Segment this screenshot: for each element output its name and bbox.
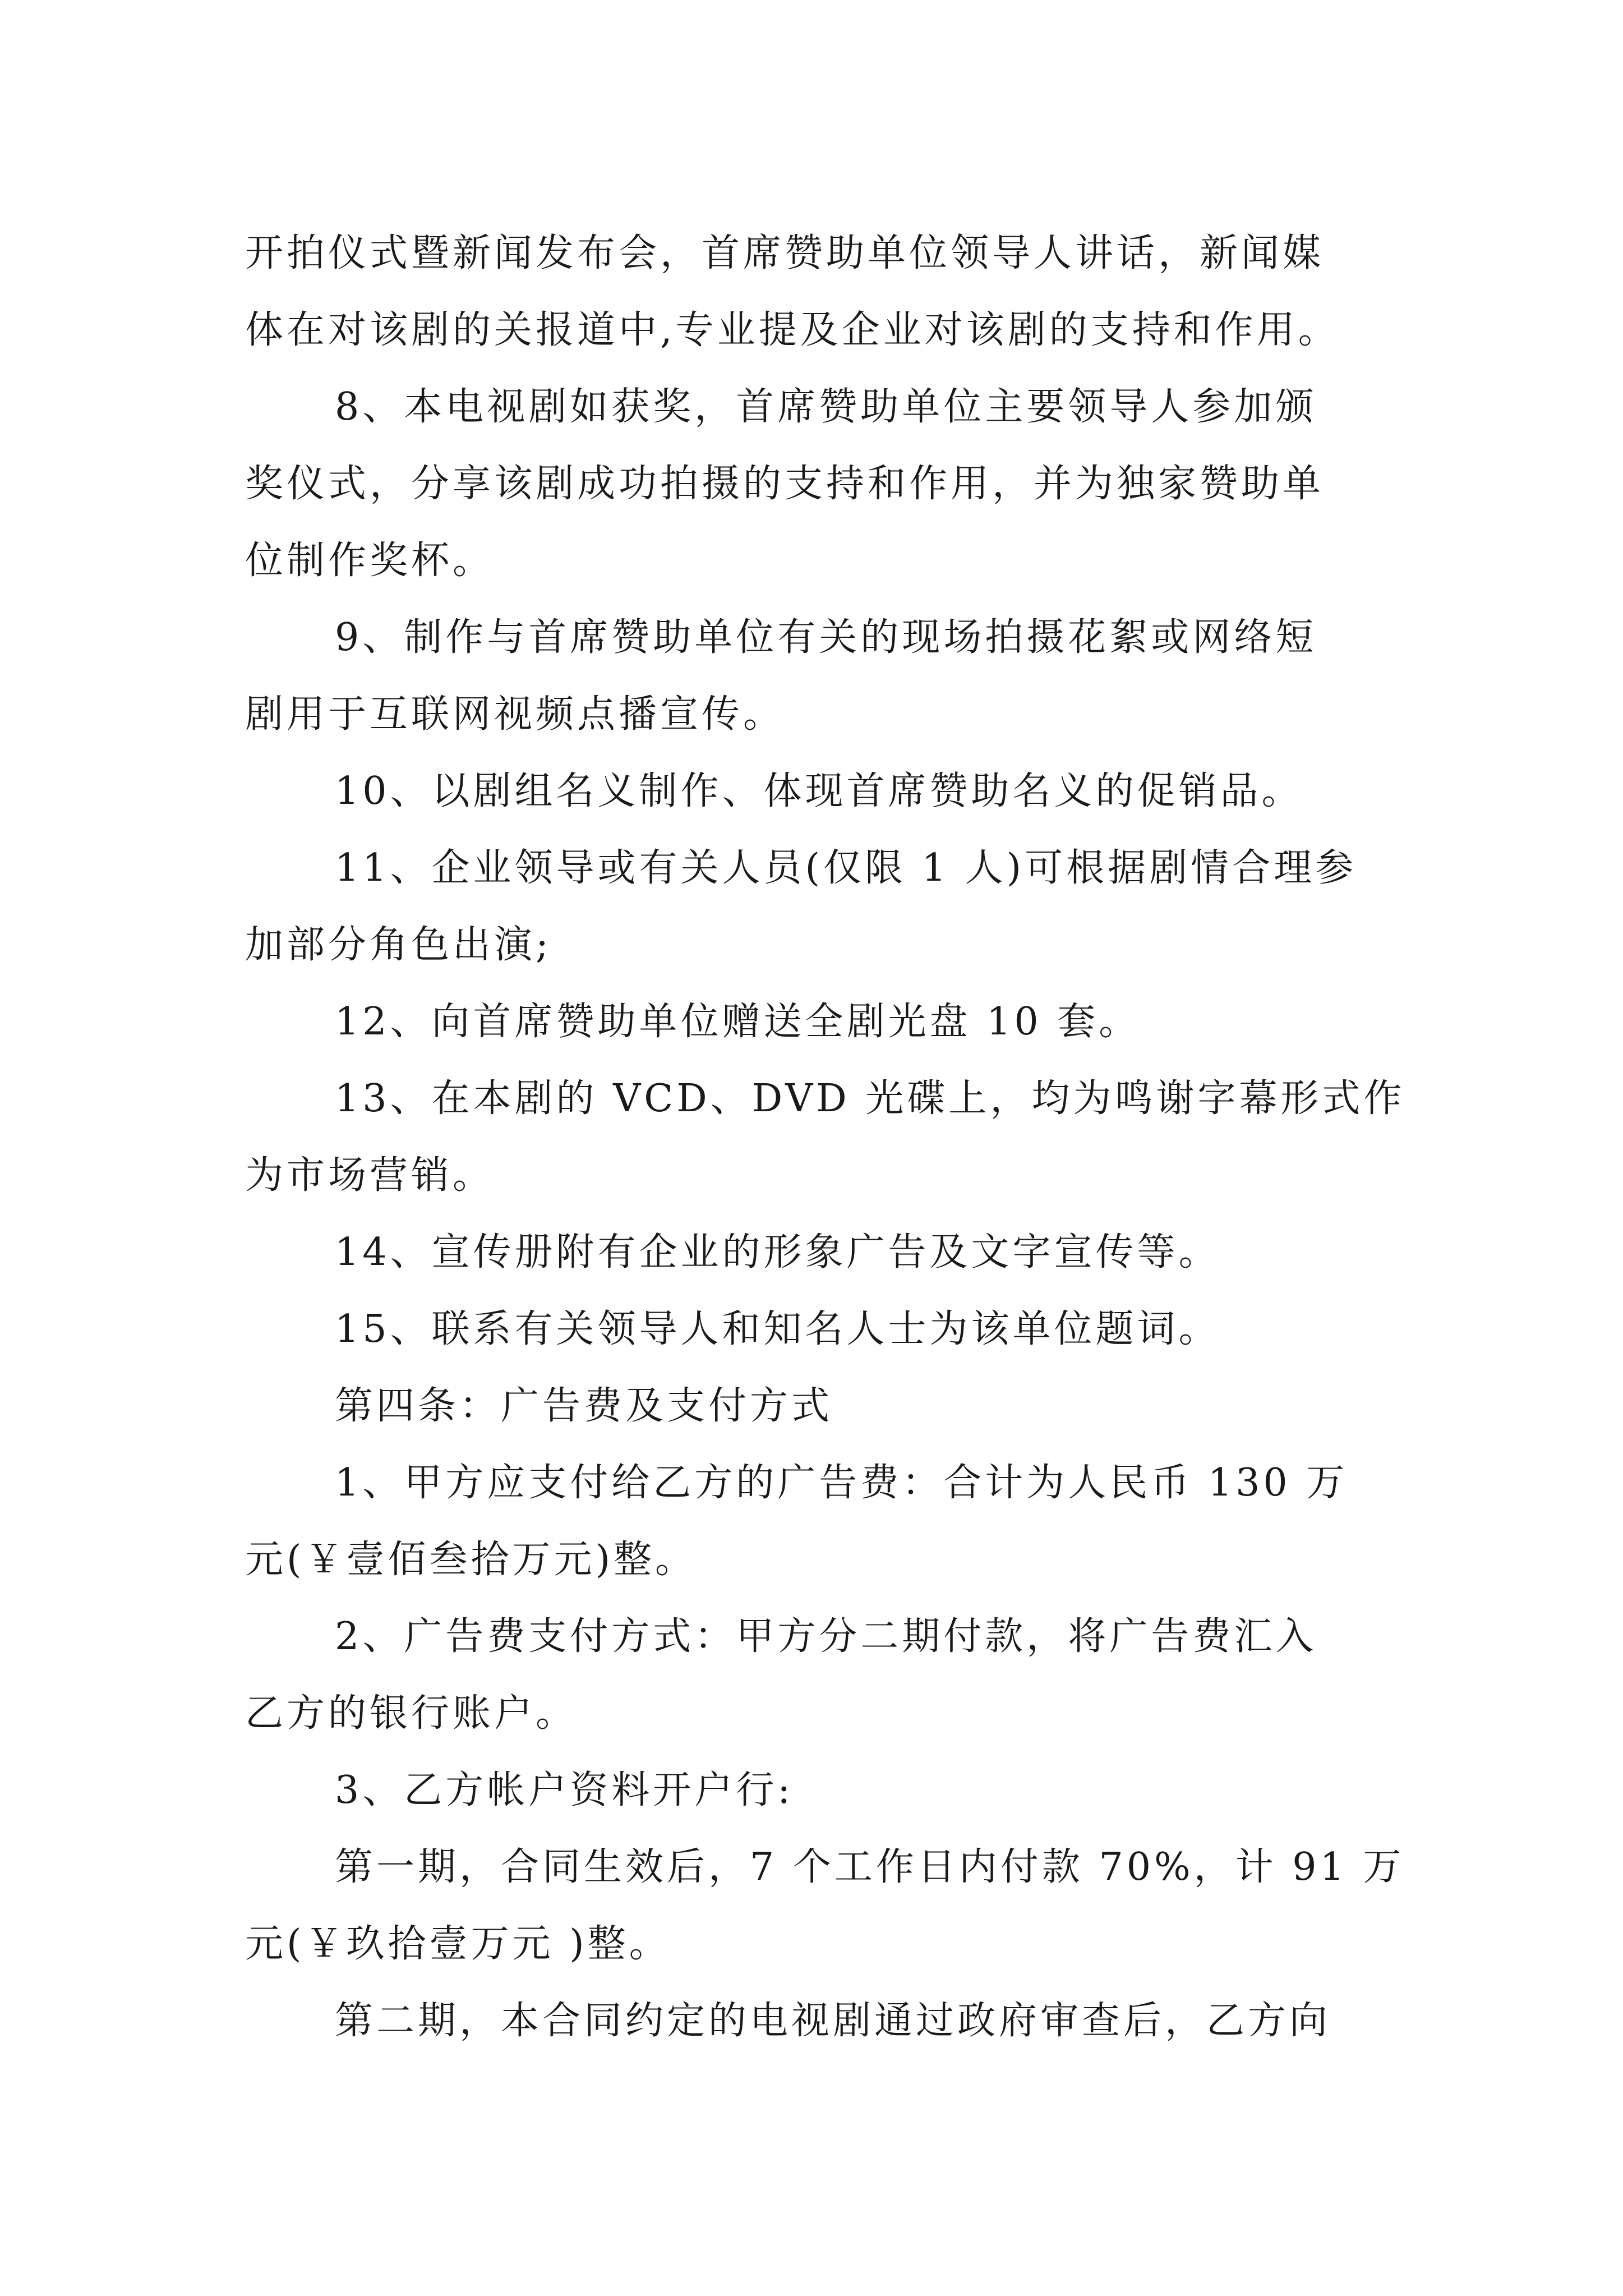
text-line: 开拍仪式暨新闻发布会，首席赞助单位领导人讲话，新闻媒 [245, 231, 1325, 275]
text-line: 剧用于互联网视频点播宣传。 [245, 692, 785, 737]
text-line: 元(￥壹佰叁拾万元)整。 [245, 1538, 697, 1582]
text-line: 14、宣传册附有企业的形象广告及文字宣传等。 [335, 1230, 1220, 1274]
text-line: 第二期，本合同约定的电视剧通过政府审查后，乙方向 [335, 1999, 1331, 2043]
text-line: 12、向首席赞助单位赠送全剧光盘 10 套。 [335, 1000, 1141, 1044]
text-line: 奖仪式，分享该剧成功拍摄的支持和作用，并为独家赞助单 [245, 462, 1325, 506]
text-line: 体在对该剧的关报道中,专业提及企业对该剧的支持和作用。 [245, 308, 1340, 352]
text-line: 1、甲方应支付给乙方的广告费：合计为人民币 130 万 [335, 1461, 1348, 1505]
text-line: 10、以剧组名义制作、体现首席赞助名义的促销品。 [335, 769, 1303, 813]
text-line: 为市场营销。 [245, 1153, 495, 1198]
document-body [245, 215, 1405, 2059]
text-line: 3、乙方帐户资料开户行: [335, 1768, 794, 1812]
text-line: 元(￥玖拾壹万元 )整。 [245, 1922, 671, 1966]
text-line: 11、企业领导或有关人员(仅限 1 人)可根据剧情合理参 [335, 846, 1357, 890]
text-line: 8、本电视剧如获奖，首席赞助单位主要领导人参加颁 [335, 385, 1317, 429]
text-line: 位制作奖杯。 [245, 539, 495, 583]
section-heading: 第四条：广告费及支付方式 [335, 1384, 833, 1428]
text-line: 13、在本剧的 VCD、DVD 光碟上，均为鸣谢字幕形式作 [335, 1076, 1405, 1121]
text-line: 15、联系有关领导人和知名人士为该单位题词。 [335, 1307, 1220, 1351]
text-line: 2、广告费支付方式：甲方分二期付款，将广告费汇入 [335, 1614, 1317, 1659]
text-line: 第一期，合同生效后，7 个工作日内付款 70%，计 91 万 [335, 1845, 1405, 1889]
text-line: 加部分角色出演; [245, 923, 552, 967]
text-line: 乙方的银行账户。 [245, 1691, 578, 1736]
text-line: 9、制作与首席赞助单位有关的现场拍摄花絮或网络短 [335, 615, 1317, 660]
